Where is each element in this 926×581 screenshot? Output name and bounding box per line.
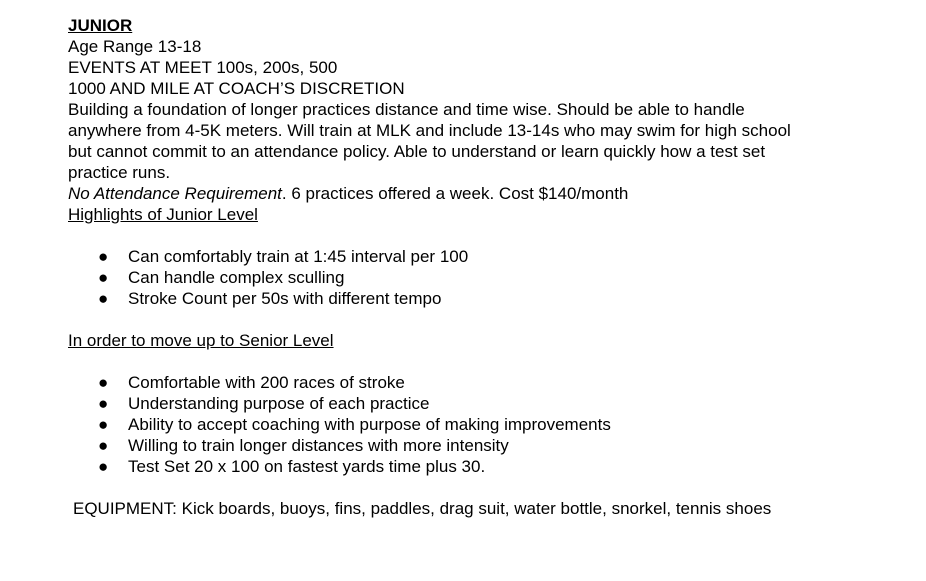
bullet-icon: ● xyxy=(98,436,109,455)
list-item-text: Willing to train longer distances with more intensity xyxy=(128,436,509,455)
list-item xyxy=(68,456,908,477)
list-item-text: Understanding purpose of each practice xyxy=(128,394,430,413)
highlights-heading: Highlights of Junior Level xyxy=(68,205,258,224)
list-item-text: Can handle complex sculling xyxy=(128,268,345,287)
list-item xyxy=(68,267,908,288)
bullet-icon: ● xyxy=(98,394,109,413)
attendance-line xyxy=(68,183,908,204)
list-item xyxy=(68,435,908,456)
list-item xyxy=(68,372,908,393)
events-at-meet: EVENTS AT MEET 100s, 200s, 500 xyxy=(68,58,338,77)
description-line: practice runs. xyxy=(68,163,171,182)
attendance-requirement: No Attendance Requirement xyxy=(68,184,282,203)
bullet-icon: ● xyxy=(98,268,109,287)
coach-discretion-note: 1000 AND MILE AT COACH’S DISCRETION xyxy=(68,79,405,98)
list-item-text: Can comfortably train at 1:45 interval per 100 xyxy=(128,247,469,266)
equipment-list: EQUIPMENT: Kick boards, buoys, fins, paddles, drag suit, water bottle, snorkel, tennis shoes xyxy=(73,499,772,518)
list-item xyxy=(68,246,908,267)
move-up-heading: In order to move up to Senior Level xyxy=(68,331,334,350)
practices-and-cost: . 6 practices offered a week. Cost $140/month xyxy=(281,184,629,203)
bullet-icon: ● xyxy=(98,373,109,392)
description-line: Building a foundation of longer practices distance and time wise. Should be able to handle xyxy=(68,100,745,119)
bullet-icon: ● xyxy=(98,289,109,308)
bullet-icon: ● xyxy=(98,415,109,434)
bullet-icon: ● xyxy=(98,457,109,476)
list-item-text: Stroke Count per 50s with different tempo xyxy=(128,289,442,308)
move-up-list xyxy=(68,372,908,477)
age-range: Age Range 13-18 xyxy=(68,37,202,56)
description-line: but cannot commit to an attendance policy. Able to understand or learn quickly how a test set xyxy=(68,142,766,161)
section-heading: JUNIOR xyxy=(68,16,133,35)
list-item-text: Test Set 20 x 100 on fastest yards time plus 30. xyxy=(128,457,486,476)
description-paragraph xyxy=(68,99,908,183)
highlights-list xyxy=(68,246,908,309)
list-item-text: Ability to accept coaching with purpose of making improvements xyxy=(128,415,611,434)
spacer xyxy=(68,477,908,498)
spacer xyxy=(68,351,908,372)
bullet-icon: ● xyxy=(98,247,109,266)
spacer xyxy=(68,309,908,330)
spacer xyxy=(68,225,908,246)
list-item xyxy=(68,393,908,414)
document-page xyxy=(68,15,908,519)
description-line: anywhere from 4-5K meters. Will train at MLK and include 13-14s who may swim for high school xyxy=(68,121,791,140)
list-item xyxy=(68,288,908,309)
list-item-text: Comfortable with 200 races of stroke xyxy=(128,373,405,392)
list-item xyxy=(68,414,908,435)
